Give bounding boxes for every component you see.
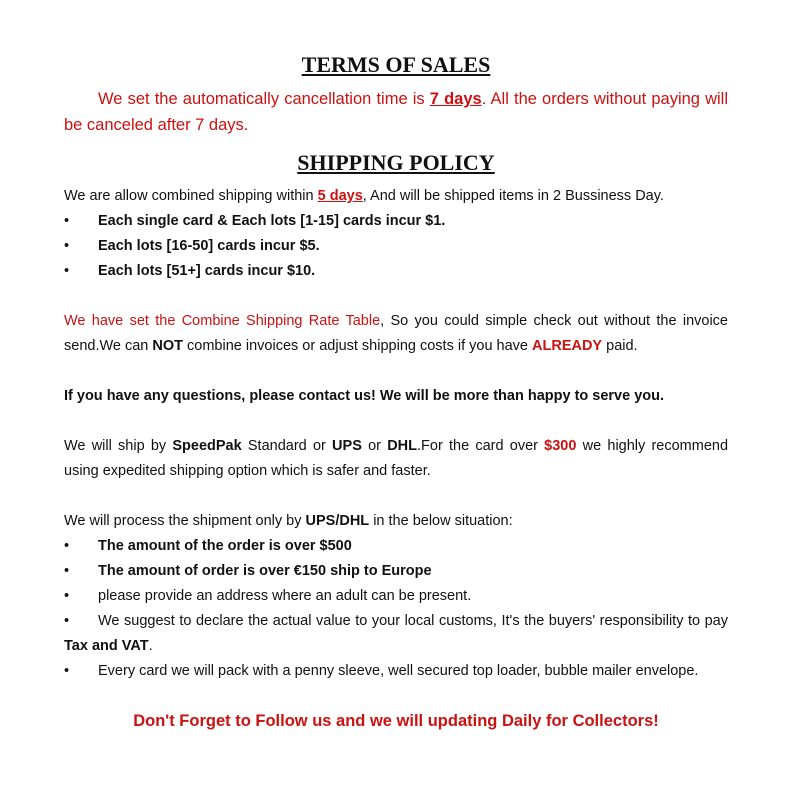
shipping-title: SHIPPING POLICY <box>297 150 495 175</box>
customs-item: • We suggest to declare the actual value to your local customs, It's the buyers' responsibility to pay Tax and VAT. <box>64 613 728 654</box>
combined-shipping-note: We are allow combined shipping within 5 days, And will be shipped items in 2 Bussiness Day. <box>64 188 664 204</box>
terms-document <box>64 48 728 734</box>
terms-title: TERMS OF SALES <box>301 52 491 77</box>
contact-note: If you have any questions, please contact us! We will be more than happy to serve you. <box>64 388 665 404</box>
rate-table-note: We have set the Combine Shipping Rate Table, So you could simple check out without the invoice send.We can NOT combine invoices or adjust shipping costs if you have ALREADY paid. <box>64 313 729 354</box>
condition-item-1: • The amount of the order is over $500 <box>64 538 352 554</box>
combined-days: 5 days <box>317 188 363 204</box>
rate-item-2: • Each lots [16-50] cards incur $5. <box>64 238 320 254</box>
process-note: We will process the shipment only by UPS/DHL in the below situation: <box>64 513 513 529</box>
follow-us-note: Don't Forget to Follow us and we will updating Daily for Collectors! <box>133 712 659 730</box>
carrier-note: We will ship by SpeedPak Standard or UPS or DHL.For the card over $300 we highly recommend using expedited shipping option which is safer and faster. <box>64 438 729 479</box>
rate-item-1: • Each single card & Each lots [1-15] cards incur $1. <box>64 213 446 229</box>
rate-item-3: • Each lots [51+] cards incur $10. <box>64 263 316 279</box>
cancellation-days: 7 days <box>429 90 482 108</box>
address-item: • please provide an address where an adult can be present. <box>64 588 472 604</box>
packing-item: • Every card we will pack with a penny sleeve, well secured top loader, bubble mailer envelope. <box>64 663 699 679</box>
cancellation-notice: We set the automatically cancellation time is 7 days. All the orders without paying will be canceled after 7 days. <box>64 90 728 134</box>
condition-item-2: • The amount of order is over €150 ship to Europe <box>64 563 432 579</box>
